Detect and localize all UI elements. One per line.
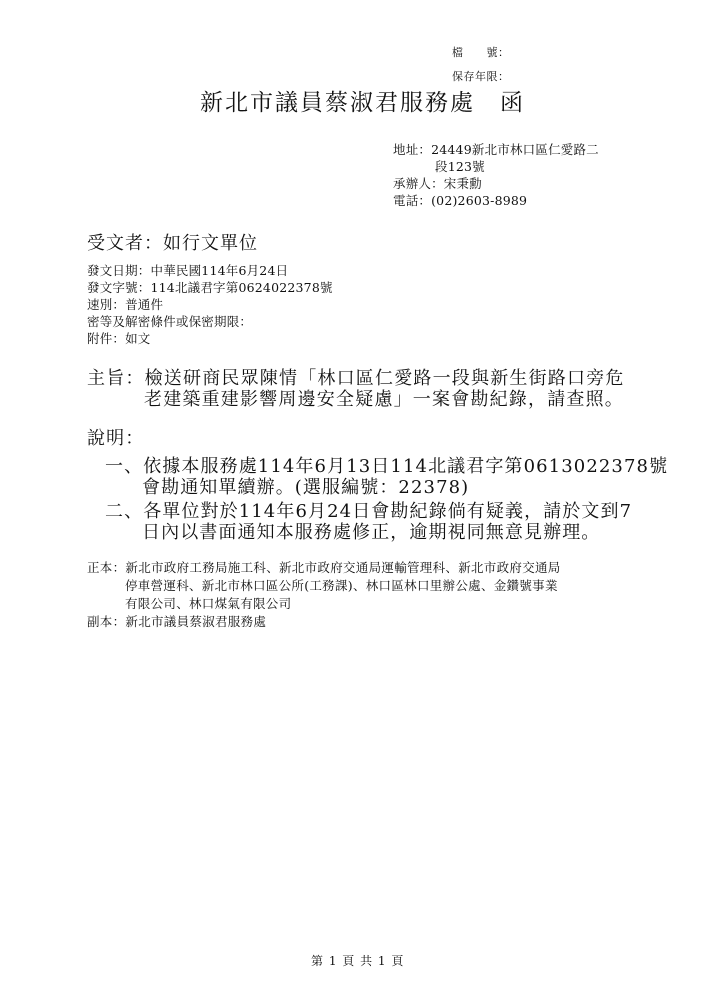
archive-number-label: 檔 號：: [452, 46, 510, 59]
page-number: 第 1 頁 共 1 頁: [311, 954, 405, 968]
distribution-copy: 副本：新北市議員蔡淑君服務處: [87, 614, 267, 629]
subject-line-2: 老建築重建影響周邊安全疑慮」一案會勘紀錄，請查照。: [144, 389, 624, 410]
distribution-main-line-2: 停車營運科、新北市林口區公所(工務課)、林口區林口里辦公處、金鑽號事業: [125, 578, 558, 593]
recipient: 受文者：如行文單位: [87, 233, 258, 254]
explanation-item-1-line-1: 一、依據本服務處114年6月13日114北議君字第0613022378號: [105, 456, 669, 477]
document-number: 發文字號：114北議君字第0624022378號: [87, 280, 333, 295]
issue-date: 發文日期：中華民國114年6月24日: [87, 263, 289, 278]
handler: 承辦人：宋秉勳: [393, 176, 482, 191]
attachment: 附件：如文: [87, 331, 151, 346]
explanation-item-1-line-2: 會勘通知單續辦。(選服編號：22378): [142, 477, 470, 498]
document-title: 新北市議員蔡淑君服務處 函: [200, 90, 525, 116]
subject-line-1: 主旨：檢送研商民眾陳情「林口區仁愛路一段與新生街路口旁危: [87, 368, 625, 389]
distribution-main-line-1: 正本：新北市政府工務局施工科、新北市政府交通局運輸管理科、新北市政府交通局: [87, 560, 561, 575]
address-line-1: 地址：24449新北市林口區仁愛路二: [393, 142, 599, 157]
retention-period-label: 保存年限：: [452, 70, 510, 83]
explanation-label: 說明：: [87, 428, 145, 449]
speed-category: 速別：普通件: [87, 297, 164, 312]
phone: 電話：(02)2603-8989: [393, 193, 528, 208]
explanation-item-2-line-2: 日內以書面通知本服務處修正，逾期視同無意見辦理。: [142, 522, 601, 543]
explanation-item-2-line-1: 二、各單位對於114年6月24日會勘紀錄倘有疑義，請於文到7: [105, 501, 633, 522]
address-line-2: 段123號: [435, 159, 485, 174]
distribution-main-line-3: 有限公司、林口煤氣有限公司: [125, 596, 292, 611]
secrecy-level: 密等及解密條件或保密期限：: [87, 314, 253, 329]
